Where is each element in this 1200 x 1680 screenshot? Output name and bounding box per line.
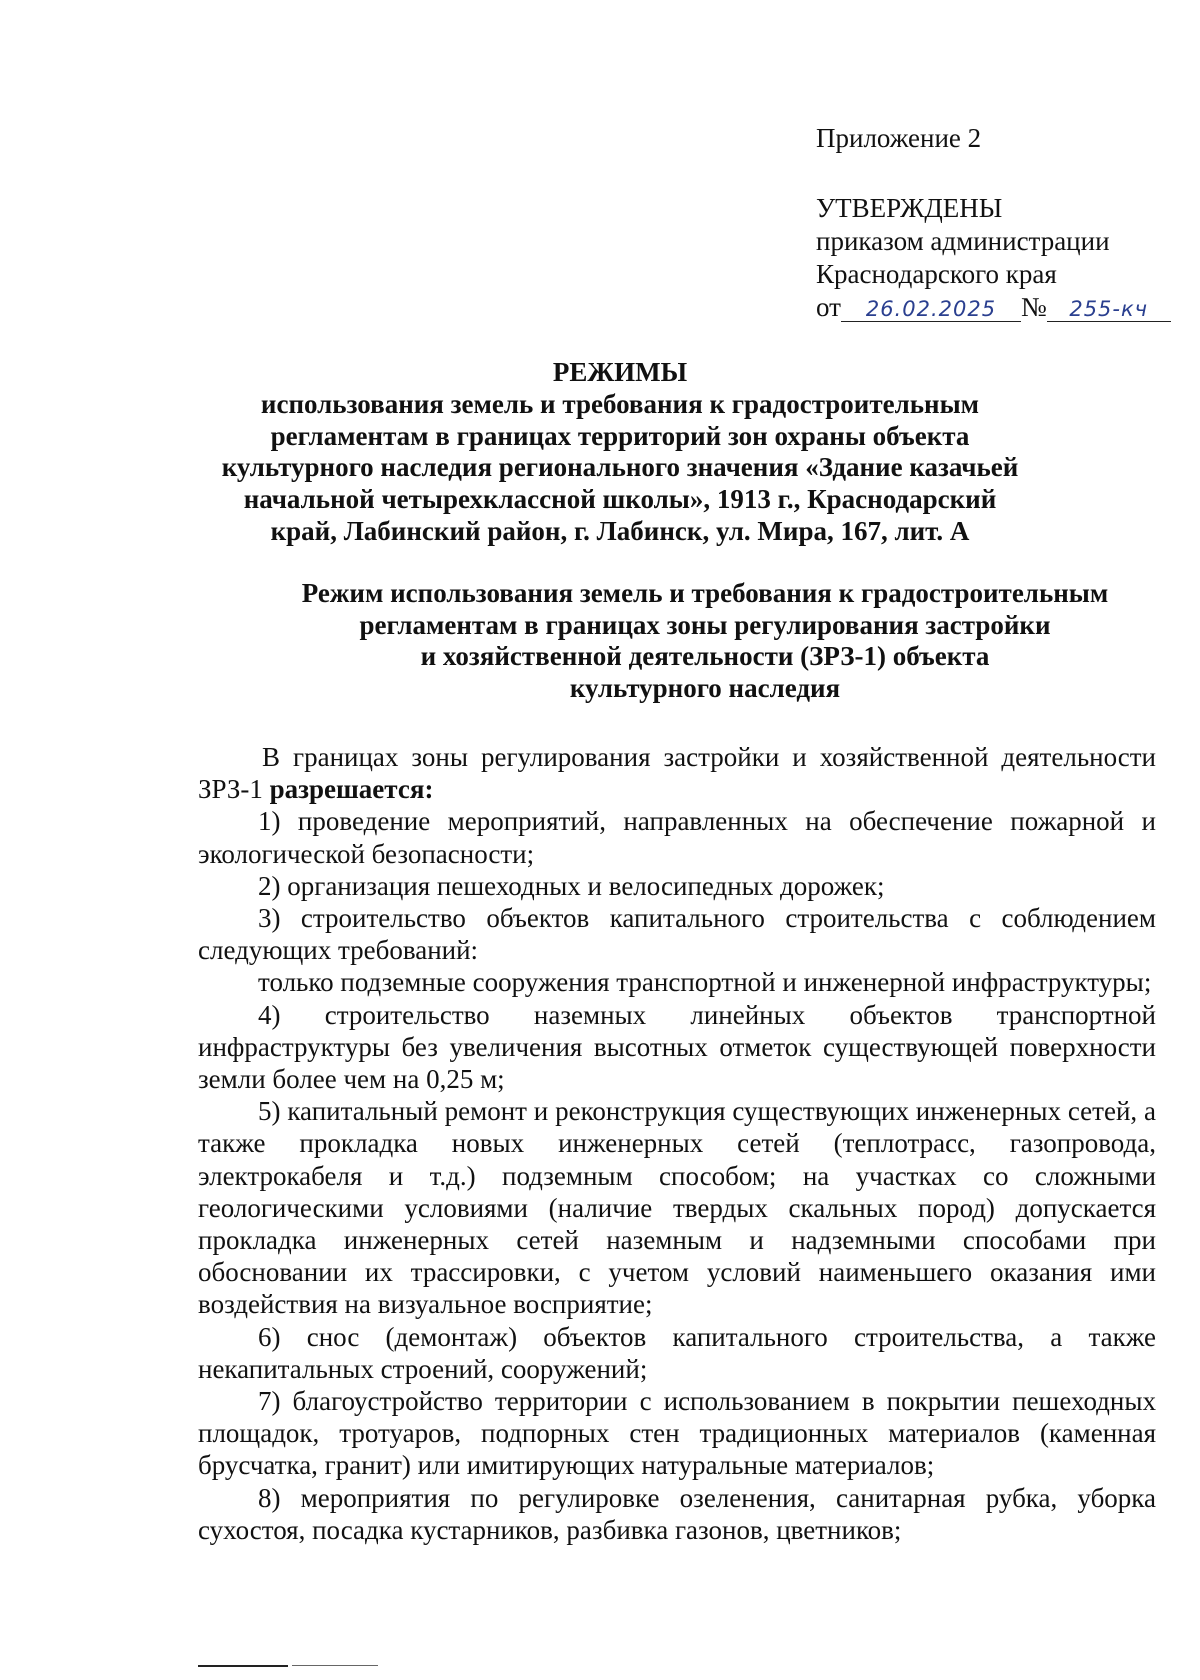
list-item: 3) строительство объектов капитального строительства с соблюдением следующих требований: bbox=[198, 903, 1156, 966]
order-line: приказом администрации bbox=[816, 226, 1110, 256]
title-heading: РЕЖИМЫ bbox=[552, 357, 688, 387]
handwritten-number: 255-кч bbox=[1047, 297, 1171, 322]
intro-text: В границах зоны регулирования застройки и хозяйственной деятельности ЗРЗ-1 bbox=[198, 742, 1156, 805]
list-item: 7) благоустройство территории с использованием в покрытии пешеходных площадок, тротуаров, подпорных стен традиционных материалов (каменная брусчатка, гранит) или имитирующих натуральные материалов; bbox=[198, 1386, 1156, 1481]
title-line: начальной четырехклассной школы», 1913 г., Краснодарский bbox=[243, 484, 997, 515]
subtitle-line: Режим использования земель и требования к градостроительным bbox=[301, 578, 1109, 608]
list-item: 8) мероприятия по регулировке озеленения, санитарная рубка, уборка сухостоя, посадка кустарников, разбивка газонов, цветников; bbox=[198, 1482, 1156, 1545]
list-item: 2) организация пешеходных и велосипедных дорожек; bbox=[258, 870, 885, 901]
list-item: 1) проведение мероприятий, направленных на обеспечение пожарной и экологической безопасности; bbox=[198, 806, 1156, 869]
list-item: 6) снос (демонтаж) объектов капитального строительства, а также некапитальных строений, сооружений; bbox=[198, 1321, 1156, 1384]
document-title bbox=[200, 357, 1040, 548]
subtitle-line: культурного наследия bbox=[569, 672, 841, 703]
title-line: культурного наследия регионального значения «Здание казачьей bbox=[221, 452, 1019, 483]
approved-label: УТВЕРЖДЕНЫ bbox=[816, 193, 1003, 223]
title-line: использования земель и требования к градостроительным bbox=[260, 388, 980, 419]
list-item: только подземные сооружения транспортной и инженерной инфраструктуры; bbox=[258, 967, 1152, 998]
handwritten-date: 26.02.2025 bbox=[841, 297, 1021, 322]
footer-divider-faint bbox=[292, 1665, 378, 1666]
title-line: регламентам в границах территорий зон охраны объекта bbox=[270, 420, 970, 451]
appendix-label: Приложение 2 bbox=[816, 123, 982, 153]
number-sign: № bbox=[1020, 292, 1047, 322]
date-prefix: от bbox=[816, 292, 841, 322]
subtitle-line: и хозяйственной деятельности (ЗРЗ-1) объекта bbox=[420, 641, 990, 671]
list-item: 4) строительство наземных линейных объектов транспортной инфраструктуры без увеличения высотных отметок существующей поверхности земли более чем на 0,25 м; bbox=[198, 999, 1156, 1095]
intro-bold-text: разрешается: bbox=[269, 774, 434, 805]
region-line: Краснодарского края bbox=[816, 259, 1057, 289]
intro-paragraph bbox=[198, 741, 1156, 805]
subtitle-line: регламентам в границах зоны регулирования застройки bbox=[359, 609, 1051, 640]
date-number-line bbox=[816, 291, 1171, 324]
list-item: 5) капитальный ремонт и реконструкция существующих инженерных сетей, а также прокладка новых инженерных сетей (теплотрасс, газопровода, электрокабеля и т.д.) подземным способом; на участках со сложными геологическими условиями (наличие твердых скальных пород) допускается прокладка инженерных сетей наземным и надземными способами при обосновании их трассировки, с учетом условий наименьшего оказания ими воздействия на визуальное восприятие; bbox=[198, 1096, 1156, 1320]
section-subtitle bbox=[260, 578, 1150, 704]
title-line: край, Лабинский район, г. Лабинск, ул. Мира, 167, лит. А bbox=[270, 515, 970, 546]
document-body bbox=[198, 741, 1156, 1546]
footer-divider bbox=[198, 1665, 288, 1667]
